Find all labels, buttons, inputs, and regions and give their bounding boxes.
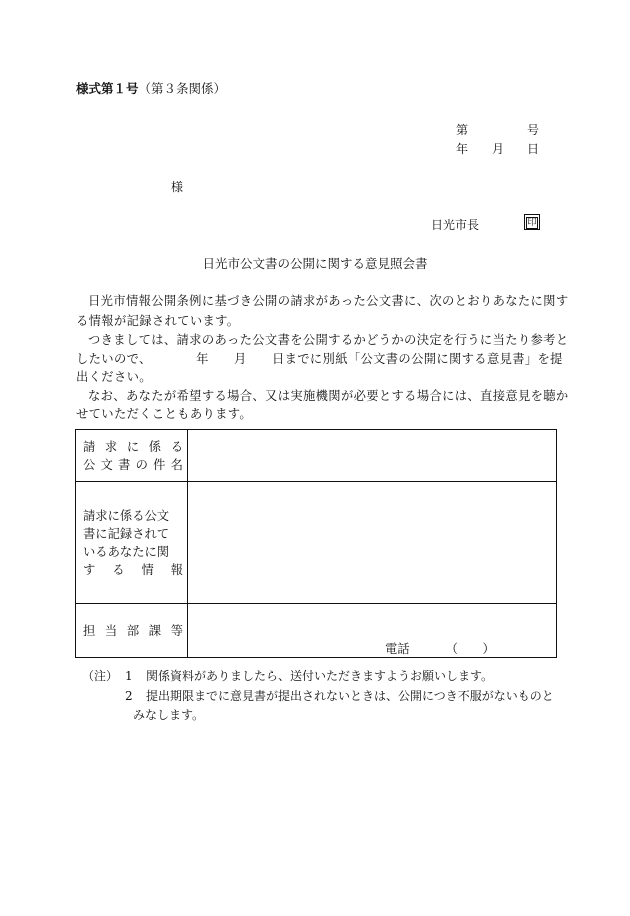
value-document-name[interactable] [188, 430, 557, 482]
label-char: 課 [148, 623, 162, 638]
label-line [83, 456, 183, 474]
table-row-department [76, 604, 557, 658]
value-department[interactable] [188, 604, 557, 658]
form-number [76, 81, 226, 97]
label-char: に [126, 439, 140, 454]
info-table [75, 429, 557, 658]
label-char: す [83, 562, 96, 577]
body-line-4: したいので、 年 月 日までに別紙「公文書の公開に関する意見書」を提 [76, 352, 563, 366]
note-2-text-continued: みなします。 [133, 708, 205, 722]
table-row-document-name [76, 430, 557, 482]
seal-text: 印 [527, 218, 537, 228]
notes-label: （注） [82, 669, 119, 683]
date-year-label: 年 [456, 142, 469, 156]
note-2-number: 2 [125, 689, 133, 703]
label-char: 係 [148, 439, 162, 454]
date-day-label: 日 [527, 142, 540, 156]
label-char: 担 [83, 623, 96, 638]
label-char: 請 [83, 439, 96, 454]
phone-parens: （ ） [445, 642, 495, 656]
label-char: 件 [153, 457, 166, 472]
document-number-prefix: 第 [456, 123, 469, 137]
table-row-recorded-info [76, 482, 557, 604]
body-line-6: なお、あなたが希望する場合、又は実施機関が必要とする場合には、直接意見を聴か [88, 389, 569, 403]
label-char: 報 [170, 562, 183, 577]
label-department [76, 604, 188, 658]
value-recorded-info[interactable] [188, 482, 557, 604]
phone-label: 電話 [385, 642, 410, 656]
note-1-text: 関係資料がありましたら、送付いただきますようお願いします。 [146, 669, 494, 683]
form-number-ref: （第３条関係） [138, 81, 227, 96]
date-month-label: 月 [492, 142, 505, 156]
label-char: 情 [141, 562, 154, 577]
label-char: る [112, 562, 125, 577]
label-char: の [135, 457, 148, 472]
label-recorded-info [76, 482, 188, 604]
label-char: 書 [118, 457, 131, 472]
label-line [83, 438, 183, 456]
body-line-2: る情報が記録されています。 [76, 314, 240, 328]
sender-name: 日光市長 [431, 218, 480, 232]
addressee-honorific: 様 [171, 180, 184, 194]
body-line-1: 日光市情報公開条例に基づき公開の請求があった公文書に、次のとおりあなたに関す [88, 294, 569, 308]
label-char: 名 [170, 457, 183, 472]
label-document-name [76, 430, 188, 482]
note-1-number: 1 [125, 669, 133, 683]
body-line-7: せていただくこともあります。 [76, 407, 253, 421]
label-char: る [170, 439, 183, 454]
label-line [83, 561, 183, 579]
label-line: 書に記録されて [83, 526, 170, 541]
document-title: 日光市公文書の公開に関する意見照会書 [202, 256, 428, 271]
label-char: 部 [126, 623, 140, 638]
seal-stamp [524, 214, 540, 230]
body-line-5: 出ください。 [76, 370, 152, 384]
label-char: 求 [104, 439, 118, 454]
document-number-suffix: 号 [527, 123, 540, 137]
phone-field [385, 639, 495, 657]
label-line [83, 622, 183, 640]
label-line: 請求に係る公文 [83, 508, 170, 523]
label-char: 文 [100, 457, 113, 472]
body-line-3: つきましては、請求のあった公文書を公開するかどうかの決定を行うに当たり参考と [88, 333, 569, 347]
note-2-text: 提出期限までに意見書が提出されないときは、公開につき不服がないものと [146, 689, 554, 703]
form-number-bold: 様式第１号 [76, 81, 139, 96]
label-char: 当 [104, 623, 118, 638]
label-char: 等 [170, 623, 183, 638]
label-char: 公 [83, 457, 96, 472]
label-line: いるあなたに関 [83, 544, 170, 559]
